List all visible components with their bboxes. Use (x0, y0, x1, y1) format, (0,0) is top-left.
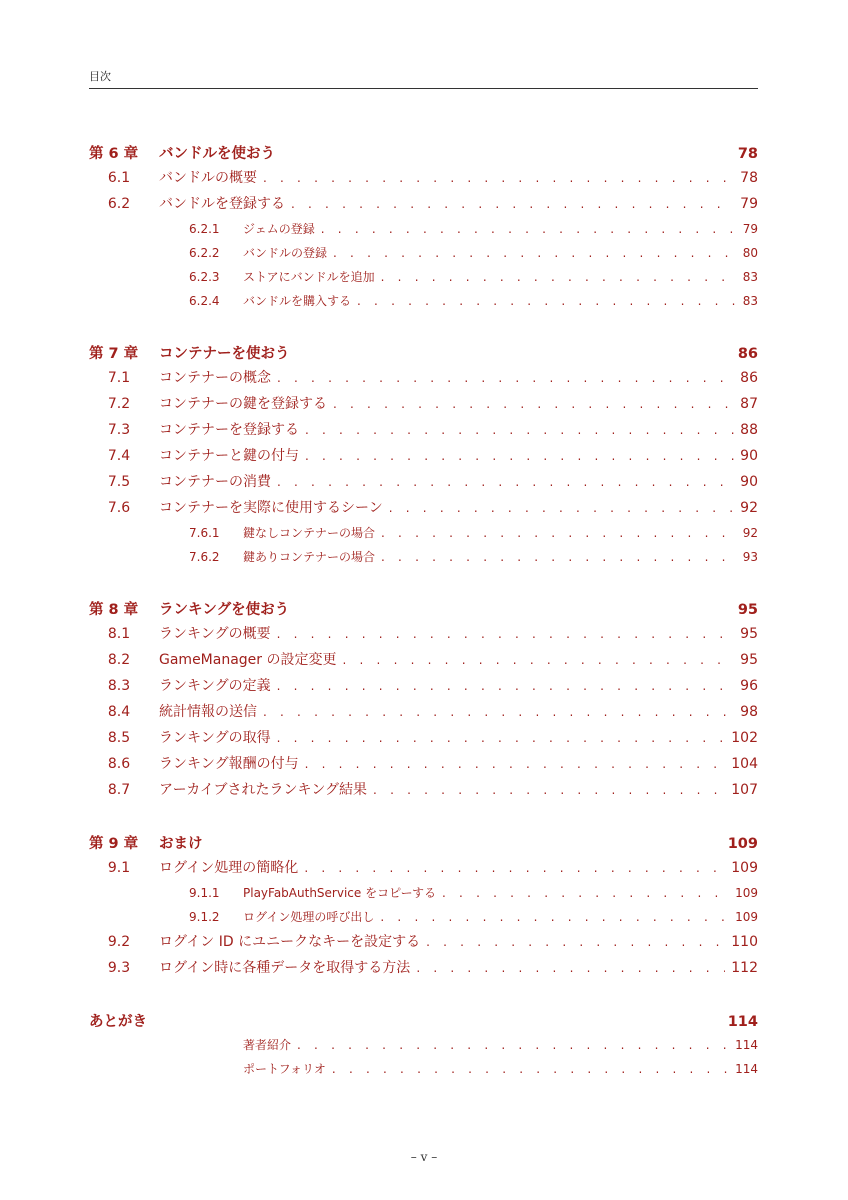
toc-subsection[interactable] (89, 1033, 758, 1057)
toc-section[interactable] (89, 365, 758, 391)
dot-leader (333, 391, 734, 417)
toc-subsection[interactable] (89, 289, 758, 313)
chapter-page: 95 (737, 602, 758, 618)
dot-leader (416, 955, 725, 981)
entry-number: 7.6 (107, 500, 131, 516)
entry-title: GameManager の設定変更 (159, 652, 337, 668)
toc-subsection[interactable] (89, 217, 758, 241)
dot-leader (263, 165, 734, 191)
entry-title: ランキングの取得 (159, 730, 271, 746)
dot-leader (343, 647, 735, 673)
chapter-title: おまけ (159, 836, 203, 852)
entry-page: 104 (731, 756, 758, 772)
entry-title: 著者紹介 (243, 1038, 292, 1052)
entry-title: コンテナーと鍵の付与 (159, 448, 299, 464)
entry-number: 7.6.2 (189, 550, 220, 564)
dot-leader (373, 777, 725, 803)
entry-page: 78 (740, 170, 758, 186)
entry-page: 110 (731, 934, 758, 950)
entry-page: 109 (731, 860, 758, 876)
toc-section[interactable] (89, 495, 758, 521)
entry-title: PlayFabAuthService をコピーする (243, 886, 437, 900)
dot-leader (389, 495, 734, 521)
entry-title: バンドルの概要 (159, 170, 257, 186)
dot-leader (277, 365, 734, 391)
dot-leader (277, 469, 734, 495)
entry-page: 112 (731, 960, 758, 976)
entry-number: 7.4 (107, 448, 131, 464)
entry-number: 6.1 (107, 170, 131, 186)
entry-title: ジェムの登録 (243, 222, 315, 236)
entry-page: 109 (735, 886, 758, 900)
entry-title: ログイン時に各種データを取得する方法 (159, 960, 411, 976)
dot-leader (357, 289, 737, 313)
toc-subsection[interactable] (89, 265, 758, 289)
entry-title: ログイン処理の呼び出し (243, 910, 375, 924)
dot-leader (381, 265, 737, 289)
toc-section[interactable] (89, 699, 758, 725)
entry-number: 6.2.1 (189, 222, 220, 236)
page-number: – v – (410, 1150, 438, 1164)
entry-number: 9.1.2 (189, 910, 220, 924)
toc-section[interactable] (89, 647, 758, 673)
entry-title: 鍵ありコンテナーの場合 (243, 550, 376, 564)
dot-leader (277, 725, 726, 751)
entry-page: 114 (735, 1062, 758, 1076)
entry-page: 90 (740, 474, 758, 490)
entry-title: ストアにバンドルを追加 (243, 270, 375, 284)
toc-section[interactable] (89, 621, 758, 647)
dot-leader (263, 699, 734, 725)
entry-number: 9.1.1 (189, 886, 220, 900)
dot-leader (277, 673, 735, 699)
entry-number: 8.5 (107, 730, 131, 746)
chapter-number: あとがき (89, 1014, 147, 1030)
chapter-title: バンドルを使おう (159, 146, 275, 162)
dot-leader (380, 905, 729, 929)
entry-page: 95 (740, 626, 758, 642)
entry-page: 96 (740, 678, 758, 694)
chapter-number: 第 7 章 (89, 346, 139, 362)
entry-page: 86 (740, 370, 758, 386)
chapter-number: 第 6 章 (89, 146, 139, 162)
toc-section[interactable] (89, 855, 758, 881)
toc-subsection[interactable] (89, 241, 758, 265)
toc-section[interactable] (89, 777, 758, 803)
dot-leader (305, 417, 734, 443)
entry-title: ポートフォリオ (243, 1062, 326, 1076)
entry-number: 6.2 (107, 196, 131, 212)
dot-leader (426, 929, 725, 955)
entry-page: 87 (740, 396, 758, 412)
entry-number: 8.3 (107, 678, 131, 694)
entry-title: ログイン処理の簡略化 (159, 860, 299, 876)
entry-title: コンテナーを実際に使用するシーン (159, 500, 383, 516)
entry-title: バンドルを登録する (159, 196, 285, 212)
entry-title: コンテナーの概念 (159, 370, 271, 386)
entry-title: バンドルの登録 (243, 246, 328, 260)
entry-number: 8.4 (107, 704, 131, 720)
toc-section[interactable] (89, 725, 758, 751)
chapter-title: コンテナーを使おう (159, 346, 290, 362)
chapter-page: 86 (737, 346, 758, 362)
toc-subsection[interactable] (89, 545, 758, 569)
entry-page: 95 (740, 652, 758, 668)
entry-title: ランキングの概要 (159, 626, 271, 642)
toc-section[interactable] (89, 391, 758, 417)
chapter-page: 109 (727, 836, 758, 852)
entry-page: 79 (742, 222, 758, 236)
entry-number: 9.3 (107, 960, 131, 976)
entry-number: 8.1 (107, 626, 131, 642)
toc-section[interactable] (89, 673, 758, 699)
entry-number: 7.6.1 (189, 526, 220, 540)
entry-page: 80 (742, 246, 758, 260)
entry-title: コンテナーの消費 (159, 474, 271, 490)
entry-page: 88 (740, 422, 758, 438)
toc-chapter[interactable] (89, 1011, 758, 1033)
entry-title: ログイン ID にユニークなキーを設定する (159, 934, 421, 950)
entry-title: コンテナーの鍵を登録する (159, 396, 327, 412)
chapter-number: 第 8 章 (89, 602, 139, 618)
dot-leader (291, 191, 734, 217)
dot-leader (304, 855, 725, 881)
toc-section[interactable] (89, 443, 758, 469)
dot-leader (297, 1033, 729, 1057)
chapter-page: 114 (727, 1014, 758, 1030)
entry-title: 統計情報の送信 (159, 704, 257, 720)
entry-number: 6.2.2 (189, 246, 220, 260)
toc-chapter[interactable] (89, 833, 758, 855)
entry-page: 107 (731, 782, 758, 798)
dot-leader (381, 545, 737, 569)
entry-page: 93 (742, 550, 758, 564)
entry-page: 109 (735, 910, 758, 924)
table-of-contents (89, 143, 758, 1081)
toc-subsection[interactable] (89, 1057, 758, 1081)
chapter-page: 78 (737, 146, 758, 162)
entry-number: 8.6 (107, 756, 131, 772)
toc-section[interactable] (89, 469, 758, 495)
dot-leader (333, 241, 737, 265)
entry-page: 114 (735, 1038, 758, 1052)
entry-number: 6.2.4 (189, 294, 220, 308)
entry-page: 90 (740, 448, 758, 464)
entry-page: 79 (740, 196, 758, 212)
dot-leader (277, 621, 735, 647)
toc-section[interactable] (89, 191, 758, 217)
entry-number: 8.2 (107, 652, 131, 668)
entry-title: ランキング報酬の付与 (159, 756, 299, 772)
chapter-number: 第 9 章 (89, 836, 139, 852)
toc-chapter[interactable] (89, 599, 758, 621)
dot-leader (305, 751, 726, 777)
toc-subsection[interactable] (89, 905, 758, 929)
entry-number: 9.1 (107, 860, 131, 876)
entry-title: ランキングの定義 (159, 678, 271, 694)
entry-number: 7.2 (107, 396, 131, 412)
entry-number: 7.3 (107, 422, 131, 438)
running-header: 目次 (89, 68, 758, 89)
toc-section[interactable] (89, 417, 758, 443)
entry-number: 6.2.3 (189, 270, 220, 284)
dot-leader (442, 881, 729, 905)
toc-subsection[interactable] (89, 881, 758, 905)
dot-leader (381, 521, 737, 545)
toc-chapter[interactable] (89, 343, 758, 365)
toc-chapter[interactable] (89, 143, 758, 165)
toc-section[interactable] (89, 751, 758, 777)
entry-number: 7.5 (107, 474, 131, 490)
toc-section[interactable] (89, 955, 758, 981)
entry-page: 102 (731, 730, 758, 746)
dot-leader (332, 1057, 729, 1081)
entry-number: 8.7 (107, 782, 131, 798)
entry-page: 98 (740, 704, 758, 720)
entry-title: アーカイブされたランキング結果 (159, 782, 368, 798)
entry-title: バンドルを購入する (243, 294, 352, 308)
entry-page: 83 (742, 294, 758, 308)
toc-section[interactable] (89, 929, 758, 955)
toc-subsection[interactable] (89, 521, 758, 545)
entry-title: 鍵なしコンテナーの場合 (243, 526, 376, 540)
dot-leader (321, 217, 737, 241)
entry-number: 9.2 (107, 934, 131, 950)
dot-leader (305, 443, 734, 469)
entry-page: 92 (740, 500, 758, 516)
entry-title: コンテナーを登録する (159, 422, 299, 438)
toc-section[interactable] (89, 165, 758, 191)
chapter-title: ランキングを使おう (159, 602, 290, 618)
entry-page: 92 (742, 526, 758, 540)
entry-number: 7.1 (107, 370, 131, 386)
entry-page: 83 (742, 270, 758, 284)
